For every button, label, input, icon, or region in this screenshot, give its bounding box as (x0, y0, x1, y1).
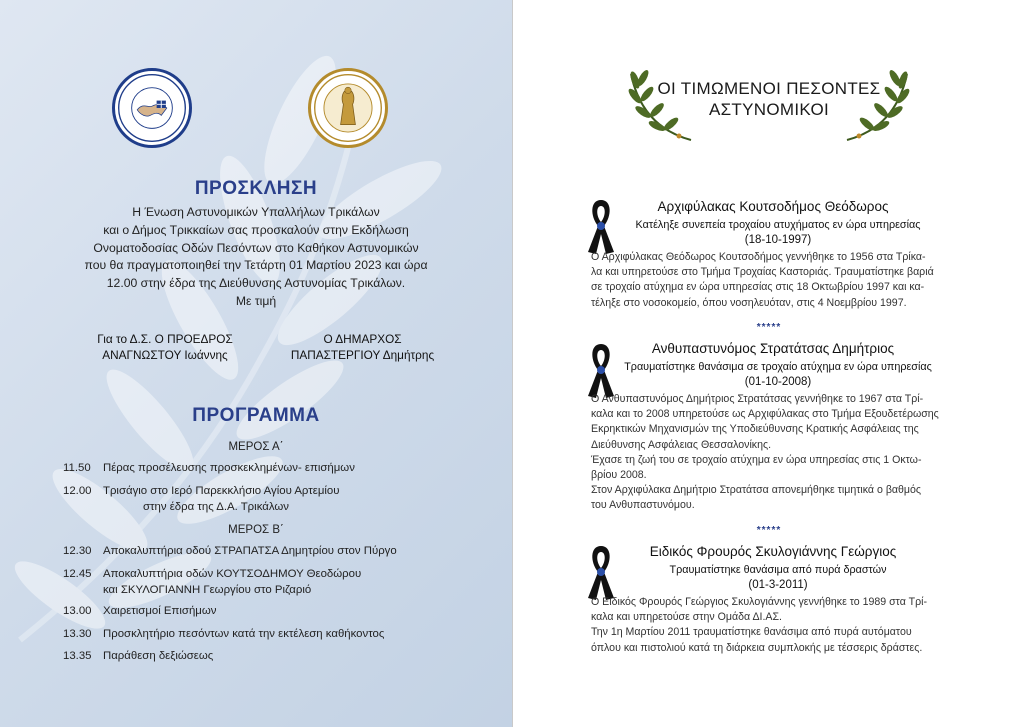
officer-name: Ανθυπαστυνόμος Στρατάτσας Δημήτριος (651, 341, 895, 356)
signature-role: Για το Δ.Σ. Ο ΠΡΟΕΔΡΟΣ (97, 332, 233, 346)
bio-line: Διεύθυνσης Ασφάλειας Θεσσαλονίκης. (591, 438, 772, 451)
officer-name: Ειδικός Φρουρός Σκυλογιάννης Γεώργιος (649, 544, 897, 559)
program-desc (103, 483, 483, 515)
officer-bio (591, 392, 953, 514)
program-title: ΠΡΟΓΡΑΜΜΑ (192, 405, 320, 426)
program-part-b: ΜΕΡΟΣ Β΄ (228, 524, 284, 536)
honored-title (513, 78, 1024, 120)
signature-president (70, 331, 260, 363)
municipality-logo (308, 68, 388, 148)
bio-line: Ο Ειδικός Φρουρός Γεώργιος Σκυλογιάννης γεννήθηκε το 1989 στα Τρί- (591, 596, 927, 608)
invitation-line: Η Ένωση Αστυνομικών Υπαλλήλων Τρικάλων (132, 205, 380, 219)
officer-cause: Τραυματίστηκε θανάσιμα σε τροχαίο ατύχημα εν ώρα υπηρεσίας (624, 361, 932, 373)
officer-date: (18-10-1997) (744, 234, 812, 246)
bio-line: Εκρηκτικών Μηχανισμών της Υποδιεύθυνσης Κρατικής Ασφάλειας της (591, 423, 919, 436)
bio-line: Στον Αρχιφύλακα Δημήτριο Στρατάτσα απονεμήθηκε τιμητικά ο βαθμός (591, 484, 922, 497)
officer-name: Αρχιφύλακας Κουτσοδήμος Θεόδωρος (657, 199, 889, 214)
signature-name: ΑΝΑΓΝΩΣΤΟΥ Ιωάννης (102, 348, 228, 362)
program-desc: Παράθεση δεξιώσεως (103, 650, 214, 662)
program-time: 12.45 (63, 568, 92, 580)
program-desc-line: στην έδρα της Δ.Α. Τρικάλων (143, 501, 289, 513)
invitation-line: 12.00 στην έδρα της Διεύθυνσης Αστυνομίας Τρικάλων. (106, 276, 406, 291)
program-item (63, 460, 483, 476)
program-part-a: ΜΕΡΟΣ Α΄ (228, 441, 284, 453)
program-item (63, 603, 483, 619)
officer-bio (591, 595, 953, 656)
program-desc-line: Τρισάγιο στο Ιερό Παρεκκλήσιο Αγίου Αρτεμίου (103, 485, 340, 497)
officer-cause: Κατέληξε συνεπεία τροχαίου ατυχήματος εν ώρα υπηρεσίας (635, 219, 921, 231)
bio-line: καλα και το 2008 υπηρετούσε ως Αρχιφύλακας στο Τμήμα Εξουδετέρωσης (591, 408, 939, 421)
invitation-line: που θα πραγματοποιηθεί την Τετάρτη 01 Μαρτίου 2023 και ώρα (84, 258, 428, 273)
program-desc: Χαιρετισμοί Επισήμων (103, 605, 217, 617)
invitation-line: Με τιμή (235, 293, 277, 308)
invitation-line: Ονοματοδοσίας Οδών Πεσόντων στο Καθήκον Αστυνομικών (93, 240, 419, 255)
program-item (63, 543, 483, 559)
program-desc-line: και ΣΚΥΛΟΓΙΑΝΝΗ Γεωργίου στο Ριζαριό (103, 584, 312, 596)
program-item (63, 483, 483, 515)
invitation-text (40, 204, 472, 311)
program-time: 11.50 (63, 462, 91, 474)
bio-line: Την 1η Μαρτίου 2011 τραυματίστηκε θανάσιμα από πυρά αυτόματου (591, 626, 912, 639)
police-union-logo (112, 68, 192, 148)
signature-role: Ο ΔΗΜΑΡΧΟΣ (323, 332, 402, 346)
honored-officers-page (512, 0, 1024, 727)
program-time: 13.00 (63, 605, 92, 617)
bio-line: σε τροχαίο ατύχημα εν ώρα υπηρεσίας στις 18 Οκτωβρίου 1997 και κα- (591, 281, 925, 294)
bio-line: του Ανθυπαστυνόμου. (591, 499, 695, 512)
bio-line: Ο Αρχιφύλακας Θεόδωρος Κουτσοδήμος γεννήθηκε το 1956 στα Τρίκα- (591, 251, 926, 263)
program-desc (103, 566, 483, 598)
officer-cause: Τραυματίστηκε θανάσιμα από πυρά δραστών (669, 564, 887, 576)
officer-date: (01-3-2011) (748, 579, 808, 591)
invitation-title: ΠΡΟΣΚΛΗΣΗ (194, 178, 318, 199)
bio-line: τέληξε στο νοσοκομείο, όπου νοσηλευόταν, στις 4 Νοεμβρίου 1997. (591, 296, 907, 309)
logos-row (0, 68, 512, 158)
program-item (63, 566, 483, 598)
bio-line: όπλου και πιστολιού κατά τη διάρκεια συμπλοκής με τέσσερις δράστες. (591, 641, 923, 654)
separator-stars: ***** (756, 322, 782, 333)
bio-line: λα και υπηρετούσε στο Τμήμα Τροχαίας Καστοριάς. Τραυματίστηκε βαριά (591, 266, 934, 279)
program-desc-line: Αποκαλυπτήρια οδών ΚΟΥΤΣΟΔΗΜΟΥ Θεοδώρου (103, 568, 362, 580)
program-desc: Αποκαλυπτήρια οδού ΣΤΡΑΠΑΤΣΑ Δημητρίου στον Πύργο (103, 545, 397, 557)
officer-bio (591, 250, 953, 311)
bio-line: Ο Ανθυπαστυνόμος Δημήτριος Στρατάτσας γεννήθηκε το 1967 στα Τρί- (591, 393, 924, 405)
separator-stars: ***** (756, 525, 782, 536)
honored-title-line: ΟΙ ΤΙΜΩΜΕΝΟΙ ΠΕΣΟΝΤΕΣ (657, 79, 881, 98)
bio-line: βρίου 2008. (591, 469, 647, 482)
program-time: 12.30 (63, 545, 92, 557)
invitation-line: και ο Δήμος Τρικκαίων σας προσκαλούν στην Εκδήλωση (103, 222, 409, 237)
laurel-right-icon (839, 66, 917, 146)
honored-title-line: ΑΣΤΥΝΟΜΙΚΟΙ (708, 100, 830, 119)
program-time: 13.35 (63, 650, 92, 662)
bio-line: Έχασε τη ζωή του σε τροχαίο ατύχημα εν ώρα υπηρεσίας στις 1 Οκτω- (591, 453, 922, 466)
program-desc: Προσκλητήριο πεσόντων κατά την εκτέλεση καθήκοντος (103, 628, 385, 640)
officer-date: (01-10-2008) (744, 376, 812, 388)
program-time: 13.30 (63, 628, 92, 640)
signature-name: ΠΑΠΑΣΤΕΡΓΙΟΥ Δημήτρης (290, 348, 435, 362)
program-desc: Πέρας προσέλευσης προσκεκλημένων- επισήμων (103, 462, 355, 474)
program-time: 12.00 (63, 485, 92, 497)
signature-mayor (275, 331, 450, 363)
program-item (63, 648, 483, 664)
bio-line: καλα και υπηρετούσε στην Ομάδα ΔΙ.ΑΣ. (591, 611, 782, 624)
program-item (63, 626, 483, 642)
